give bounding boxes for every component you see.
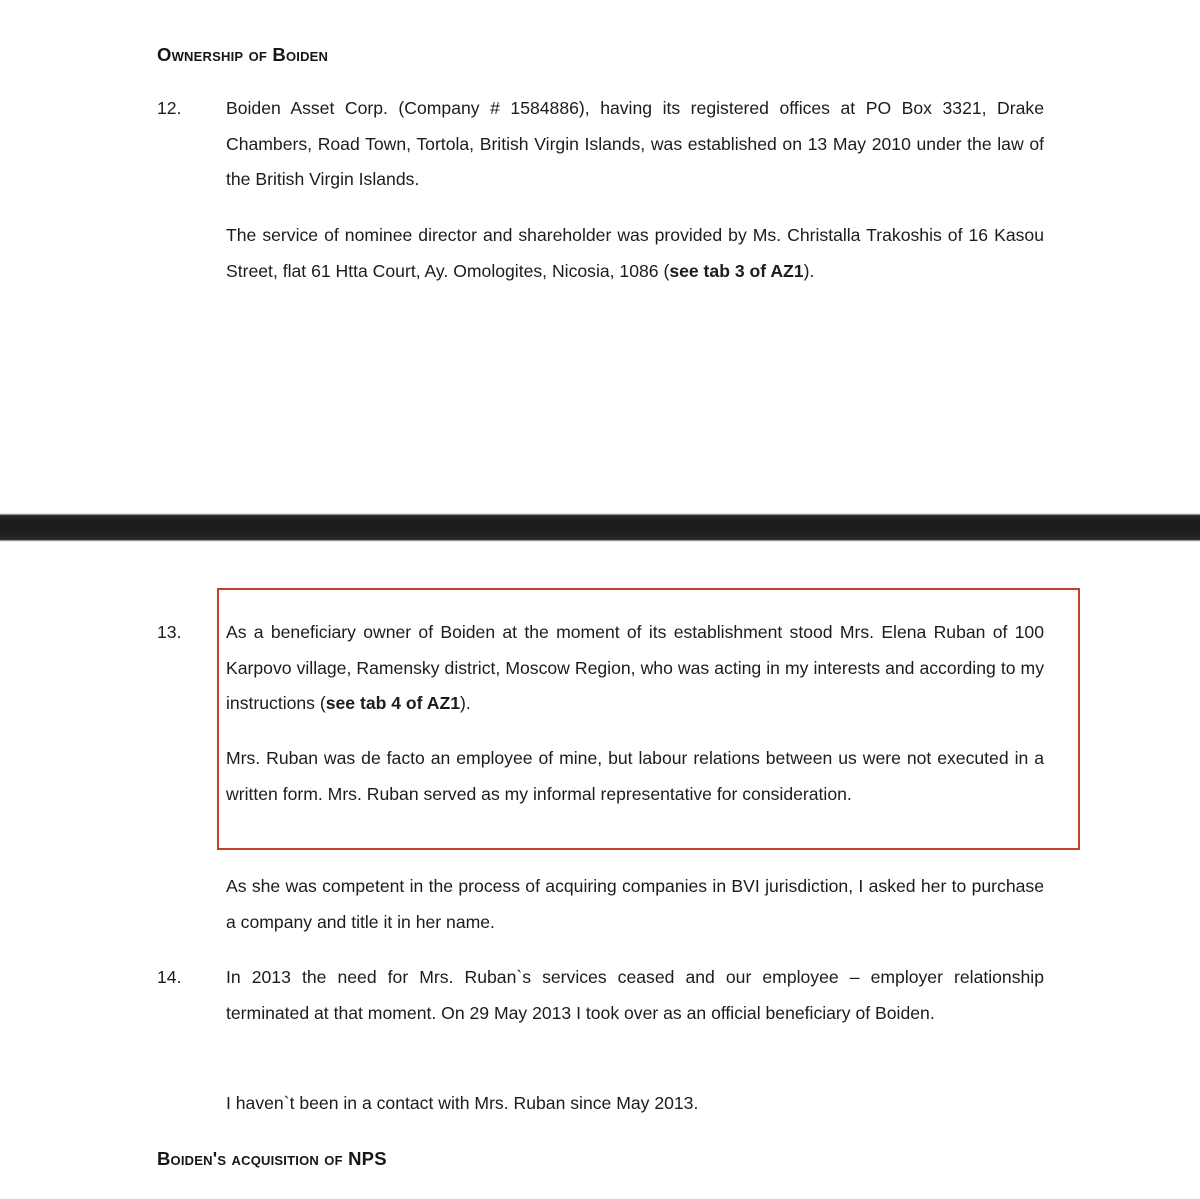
- paragraph-text-run: As a beneficiary owner of Boiden at the moment of its establishment stood Mrs. Elena Ruban of 100 Karpovo village, Ramensky district, Moscow Region, who was acting in my interests and according to my instructions (: [226, 622, 1044, 714]
- paragraph-text-run: I haven`t been in a contact with Mrs. Ruban since May 2013.: [226, 1093, 699, 1113]
- paragraph-text: [226, 218, 1044, 289]
- paragraph-14: [157, 960, 1044, 1031]
- paragraph-text: [226, 615, 1044, 722]
- paragraph-text-run: In 2013 the need for Mrs. Ruban`s services ceased and our employee – employer relationship terminated at that moment. On 29 May 2013 I took over as an official beneficiary of Boiden.: [226, 967, 1044, 1023]
- paragraph-text: [226, 1086, 1044, 1122]
- paragraph-text: [226, 869, 1044, 940]
- paragraph-text-run: ).: [460, 693, 471, 714]
- paragraph-text-run: The service of nominee director and shareholder was provided by Ms. Christalla Trakoshis of 16 Kasou Street, flat 61 Htta Court, Ay. Omologites, Nicosia, 1086 (: [226, 225, 1044, 281]
- paragraph-13-continued: [157, 741, 1044, 812]
- paragraph-bold-run: see tab 4 of AZ1: [325, 693, 461, 714]
- paragraph-text: [226, 960, 1044, 1031]
- section-heading-boidens-acquisition-of-nps: Boiden's acquisition of NPS: [157, 1148, 387, 1169]
- paragraph-12-continued: [157, 218, 1044, 289]
- paragraph-12: [157, 91, 1044, 198]
- paragraph-text-run: Boiden Asset Corp. (Company # 1584886), having its registered offices at PO Box 3321, Drake Chambers, Road Town, Tortola, British Virgin Islands, was established on 13 May 2010 under the law of the British Virgin Islands.: [226, 98, 1044, 190]
- page-break-bar: [0, 513, 1200, 542]
- section-heading-ownership-of-boiden: Ownership of Boiden: [157, 44, 329, 65]
- paragraph-bold-run: see tab 3 of AZ1: [669, 260, 804, 281]
- paragraph-number: 14.: [157, 967, 182, 987]
- paragraph-text: [226, 91, 1044, 198]
- paragraph-number: 12.: [157, 98, 182, 118]
- paragraph-text: [226, 741, 1044, 812]
- paragraph-13: [157, 615, 1044, 722]
- paragraph-text-run: As she was competent in the process of acquiring companies in BVI jurisdiction, I asked her to purchase a company and title it in her name.: [226, 876, 1044, 932]
- paragraph-text-run: Mrs. Ruban was de facto an employee of mine, but labour relations between us were not executed in a written form. Mrs. Ruban served as my informal representative for consideration.: [226, 748, 1044, 804]
- paragraph-number: 13.: [157, 622, 182, 642]
- paragraph-text-run: ).: [803, 260, 815, 281]
- paragraph-13-continued-2: [157, 869, 1044, 940]
- paragraph-14-continued: [157, 1086, 1044, 1122]
